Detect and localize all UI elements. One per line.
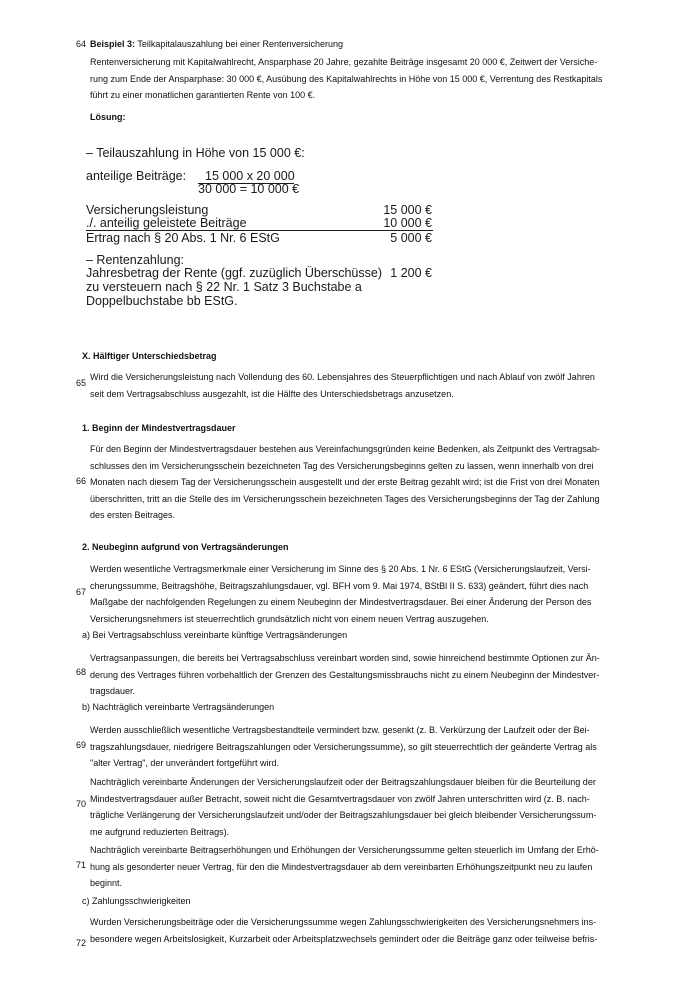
margin-number-71: 71 [76,860,87,870]
row-value-beitraege: 10 000 € [383,216,432,230]
example-title-text: Teilkapitalauszahlung bei einer Rentenversicherung [135,39,343,49]
text-line: überschritten, tritt an die Stelle des im Versicherungsschein bezeichneten Tages des Versicherungsbeginns der Tag der Zahlung [90,493,600,504]
pension-value: 1 200 € [390,266,432,280]
text-line: Werden ausschließlich wesentliche Vertragsbestandteile vermindert bzw. gesenkt (z. B. Verkürzung der Laufzeit oder der Bei- [90,725,590,735]
margin-number-70: 70 [76,799,87,809]
text-line: Monaten nach diesem Tag der Versicherungsschein ausgestellt und der erste Beitrag gezahlt wird; ist die Frist von drei Monaten [90,477,600,487]
paragraph-70 [90,774,625,840]
paragraph-68 [90,650,625,700]
subheading-c: c) Zahlungsschwierigkeiten [82,896,191,906]
text-line: Werden wesentliche Vertragsmerkmale einer Versicherung im Sinne des § 20 Abs. 1 Nr. 6 EStG (Versicherungslaufzeit, Versi- [90,564,591,574]
example-title-label: Beispiel 3: [90,39,136,49]
margin-number-68: 68 [76,667,87,677]
text-line: "alter Vertrag", der unverändert fortgeführt wird. [90,758,279,768]
text-line: Wird die Versicherungsleistung nach Vollendung des 60. Lebensjahres des Steuerpflichtigen und nach Ablauf von zwölf Jahren [90,372,595,382]
text-line: Versicherungsnehmers ist steuerrechtlich grundsätzlich nicht von einem neuen Vertrag auszugehen. [90,613,489,624]
margin-number-65: 65 [76,378,87,388]
text-line: hung als gesonderter neuer Vertrag, für den die Mindestvertragsdauer ab dem vereinbarten Erhöhungszeitpunkt neu zu laufen [90,861,593,872]
text-line: derung des Vertrages führen vorbehaltlich der Grenzen des Gestaltungsmissbrauchs nicht zu einem Neubeginn der Mindestver- [90,669,600,680]
subheading-a: a) Bei Vertragsabschluss vereinbarte künftige Vertragsänderungen [82,630,348,640]
text-line: Vertragsanpassungen, die bereits bei Vertragsabschluss vereinbart worden sind, sowie hinreichend bestimmte Optionen zur Än- [90,653,600,663]
text-line: beginnt. [90,878,123,888]
subheading-b: b) Nachträglich vereinbarte Vertragsänderungen [82,702,275,712]
fraction-denominator: 30 000 = 10 000 € [198,182,300,196]
text-line: Nachträglich vereinbarte Änderungen der Versicherungslaufzeit oder der Beitragszahlungsdauer bleiben für die Beurteilung der [90,777,596,787]
margin-number-69: 69 [76,740,87,750]
margin-number-67: 67 [76,587,87,597]
solution-heading-pension: – Rentenzahlung: [86,253,184,267]
paragraph-66 [90,441,625,524]
row-label-beitraege: ./. anteilig geleistete Beiträge [86,216,247,230]
paragraph-72 [90,914,625,947]
text-line: Maßgabe der nachfolgenden Regelungen zu einem Neubeginn der Mindestvertragsdauer. Bei einer Änderung der Person des [90,597,592,607]
text-line: seit dem Vertragsabschluss ausgezahlt, ist die Hälfte des Unterschiedsbetrags anzusetzen. [90,388,454,399]
paragraph-69 [90,722,625,772]
solution-heading-partial-payout: – Teilauszahlung in Höhe von 15 000 €: [86,146,305,160]
margin-number-64: 64 [76,39,87,49]
row-label-versicherungsleistung: Versicherungsleistung [86,203,209,217]
fraction-label: anteilige Beiträge: [86,169,187,183]
text-line: führt zu einer monatlichen garantierten Rente von 100 €. [90,90,316,100]
text-line: cherungssumme, Beitragshöhe, Beitragszahlungsdauer, vgl. BFH vom 9. Mai 1974, BStBl II S. 633) geändert, führt dies nach [90,580,589,591]
text-line: Wurden Versicherungsbeiträge oder die Versicherungssumme wegen Zahlungsschwierigkeiten des Versicherungsnehmers ins- [90,917,597,927]
margin-number-66: 66 [76,476,87,486]
row-value-ertrag: 5 000 € [390,231,432,245]
text-line: tragszahlungsdauer, niedrigere Beitragszahlungen oder Versicherungssumme), so gilt steuerrechtlich der geänderte Vertrag als [90,741,597,752]
row-value-versicherungsleistung: 15 000 € [383,203,432,217]
text-line: des ersten Beitrages. [90,510,176,520]
text-line: schlusses den im Versicherungsschein bezeichneten Tag des Versicherungsbeginns gelten zu lassen, wenn innerhalb von drei [90,460,594,471]
margin-number-72: 72 [76,938,87,948]
text-line: trägliche Verlängerung der Versicherungslaufzeit und/oder der Beitragszahlungsdauer bei gleich bleibender Versicherungssum- [90,810,597,820]
fraction-numerator: 15 000 x 20 000 [205,169,295,183]
example-paragraph [90,54,625,104]
text-line: Doppelbuchstabe bb EStG. [86,294,238,308]
paragraph-65 [90,369,625,402]
text-line: Rentenversicherung mit Kapitalwahlrecht, Ansparphase 20 Jahre, gezahlte Beiträge insgesamt 20 000 €, Zeitwert der Versiche- [90,57,598,67]
text-line: Für den Beginn der Mindestvertragsdauer bestehen aus Vereinfachungsgründen keine Bedenken, als Zeitpunkt des Vertragsab- [90,444,600,454]
text-line: Mindestvertragsdauer außer Betracht, soweit nicht die Gesamtvertragsdauer von zwölf Jahren unterschritten wird (z. B. nach- [90,793,590,804]
subsection-heading-1: 1. Beginn der Mindestvertragsdauer [82,423,236,433]
text-line: Nachträglich vereinbarte Beitragserhöhungen und Erhöhungen der Versicherungssumme gelten steuerlich im Umfang der Erhö- [90,845,599,855]
text-line: tragsdauer. [90,686,136,696]
text-line: Jahresbetrag der Rente (ggf. zuzüglich Überschüsse) [86,266,382,280]
example-title [90,38,343,50]
text-line: me aufgrund reduzierten Beitrags). [90,826,230,837]
text-line: besondere wegen Arbeitslosigkeit, Kurzarbeit oder Arbeitsplatzwechsels gemindert oder die Beiträge ganz oder teilweise befris- [90,933,598,944]
text-line: zu versteuern nach § 22 Nr. 1 Satz 3 Buchstabe a [86,280,362,294]
paragraph-67 [90,561,625,627]
subsection-heading-2: 2. Neubeginn aufgrund von Vertragsänderungen [82,542,289,552]
pension-text [86,266,382,308]
text-line: rung zum Ende der Ansparphase: 30 000 €, Ausübung des Kapitalwahlrechts in Höhe von 15 000 €, Verrentung des Restkapitals [90,73,603,84]
paragraph-71 [90,842,625,892]
section-heading-x: X. Hälftiger Unterschiedsbetrag [82,351,217,361]
solution-label: Lösung: [90,112,126,122]
row-label-ertrag: Ertrag nach § 20 Abs. 1 Nr. 6 EStG [86,231,280,245]
